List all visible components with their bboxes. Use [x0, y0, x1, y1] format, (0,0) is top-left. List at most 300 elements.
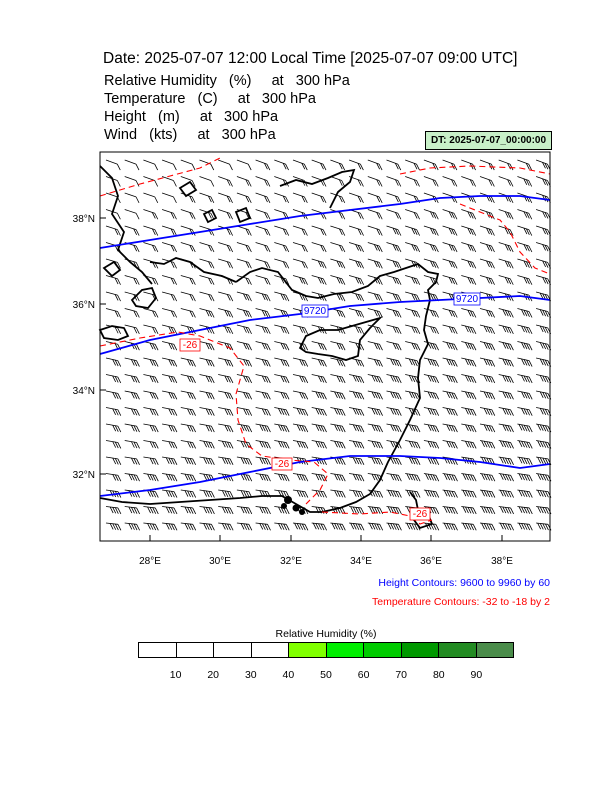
- wind-barb: [125, 226, 139, 236]
- wind-barb: [125, 375, 140, 383]
- wind-barb: [443, 210, 457, 220]
- wind-barb: [218, 490, 233, 498]
- wind-barb: [293, 210, 307, 220]
- wind-barb: [480, 325, 495, 334]
- wind-barb: [200, 490, 215, 498]
- wind-barb: [499, 408, 514, 416]
- wind-barb: [349, 391, 364, 399]
- wind-barb: [443, 325, 458, 334]
- wind-barb: [274, 358, 289, 367]
- wind-barb: [517, 325, 532, 334]
- wind-barb: [125, 474, 140, 482]
- wind-barb: [368, 226, 382, 236]
- wind-barb: [274, 226, 288, 236]
- wind-barb: [461, 358, 476, 367]
- wind-barb: [312, 259, 327, 268]
- wind-barb: [237, 325, 252, 334]
- field-rh-line: Relative Humidity (%) at 300 hPa: [104, 73, 350, 89]
- wind-barb: [499, 391, 514, 399]
- lat-label-32: 32°N: [72, 470, 95, 481]
- wind-barb: [461, 259, 476, 268]
- wind-barb: [387, 474, 402, 482]
- wind-barb: [536, 276, 551, 285]
- wind-barb: [274, 408, 289, 416]
- wind-barb: [349, 259, 364, 268]
- wind-barb: [162, 375, 177, 383]
- colorbar-label: 80: [432, 669, 445, 681]
- wind-barb: [218, 375, 233, 383]
- wind-barb: [218, 507, 233, 514]
- wind-barb: [143, 457, 158, 465]
- wind-barb: [293, 523, 308, 530]
- colorbar-cell: [289, 643, 327, 657]
- wind-barb: [536, 226, 550, 236]
- wind-barb: [256, 523, 271, 530]
- wind-barb: [200, 276, 215, 285]
- wind-barb: [162, 490, 177, 498]
- wind-barb: [274, 160, 288, 170]
- temperature-contour-note: Temperature Contours: -32 to -18 by 2: [371, 596, 550, 608]
- wind-barb: [162, 342, 177, 351]
- wind-barb: [368, 424, 383, 432]
- wind-barb: [218, 523, 233, 530]
- wind-barb: [256, 177, 270, 187]
- wind-barb: [443, 408, 458, 416]
- wind-barb: [536, 375, 551, 383]
- wind-barb: [461, 342, 476, 351]
- wind-barb: [368, 391, 383, 399]
- wind-barb: [405, 226, 419, 236]
- wind-barb: [106, 375, 121, 383]
- wind-barb: [536, 424, 551, 432]
- wind-barb: [330, 490, 345, 498]
- coast-cyprus: [300, 318, 380, 360]
- wind-barb: [312, 243, 326, 252]
- wind-barb: [274, 243, 288, 252]
- field-height-line: Height (m) at 300 hPa: [104, 109, 279, 125]
- wind-barb: [143, 226, 157, 236]
- lat-tick-labels: [73, 214, 95, 481]
- wind-barb: [499, 474, 514, 482]
- wind-barb: [480, 408, 495, 416]
- wind-barb: [143, 424, 158, 432]
- wind-barb: [461, 193, 475, 203]
- colorbar-cell: [402, 643, 440, 657]
- wind-barb: [181, 210, 195, 220]
- colorbar-label: 30: [244, 669, 257, 681]
- wind-barb: [349, 441, 364, 449]
- wind-barb: [237, 309, 252, 318]
- wind-barb: [237, 358, 252, 367]
- wind-barb: [256, 226, 270, 236]
- wind-barb: [200, 259, 215, 268]
- wind-barb: [387, 177, 401, 187]
- wind-barb: [480, 259, 495, 268]
- wind-barb: [517, 276, 532, 285]
- wind-barb: [517, 474, 532, 482]
- wind-barb: [106, 226, 120, 236]
- wind-barb: [181, 424, 196, 432]
- colorbar-cell: [439, 643, 477, 657]
- wind-barb: [517, 177, 531, 187]
- wind-barb: [143, 441, 158, 449]
- wind-barb: [181, 490, 196, 498]
- wind-barb: [293, 391, 308, 399]
- wind-barb: [349, 160, 363, 170]
- wind-barb: [125, 457, 140, 465]
- wind-barb: [293, 358, 308, 367]
- dt-badge: DT: 2025-07-07_00:00:00: [425, 131, 552, 150]
- lon-label-32: 32°E: [280, 556, 302, 567]
- wind-barb: [200, 424, 215, 432]
- wind-barb: [256, 160, 270, 170]
- wind-barb: [330, 177, 344, 187]
- colorbar-cell: [214, 643, 252, 657]
- colorbar-cell: [252, 643, 290, 657]
- wind-barb: [237, 259, 252, 268]
- wind-barb: [499, 193, 513, 203]
- wind-barb: [125, 193, 139, 203]
- wind-barb: [499, 358, 514, 367]
- wind-barb: [312, 160, 326, 170]
- wind-barb: [405, 325, 420, 334]
- wind-barb: [387, 408, 402, 416]
- wind-barb: [499, 441, 514, 449]
- wind-barb: [218, 160, 232, 170]
- wind-barb: [256, 474, 271, 482]
- wind-barb: [424, 160, 438, 170]
- coast-island-1: [104, 262, 120, 276]
- wind-barb: [461, 441, 476, 449]
- lon-label-38: 38°E: [491, 556, 513, 567]
- wind-barb: [461, 490, 476, 498]
- wind-barb: [480, 193, 494, 203]
- wind-barb: [443, 424, 458, 432]
- wind-barb: [218, 292, 233, 301]
- wind-barb: [480, 441, 495, 449]
- wind-barb: [424, 408, 439, 416]
- wind-barb: [368, 441, 383, 449]
- wind-barb: [274, 474, 289, 482]
- wind-barb: [143, 523, 158, 530]
- wind-barb: [405, 441, 420, 449]
- wind-barb: [218, 358, 233, 367]
- wind-barb: [424, 391, 439, 399]
- wind-barb: [368, 309, 383, 318]
- wind-barb: [237, 408, 252, 416]
- wind-barb: [106, 507, 121, 514]
- wind-barb: [480, 177, 494, 187]
- wind-barb: [330, 408, 345, 416]
- wind-barb: [349, 523, 364, 530]
- wind-barb: [480, 474, 495, 482]
- wind-barb: [517, 507, 532, 514]
- wind-barb: [143, 193, 157, 203]
- wind-barb: [237, 391, 252, 399]
- wind-barb: [349, 292, 364, 301]
- wind-barb: [461, 243, 475, 252]
- wind-barb: [330, 342, 345, 351]
- wind-barb: [387, 243, 401, 252]
- lon-label-30: 30°E: [209, 556, 231, 567]
- wind-barb: [461, 210, 475, 220]
- wind-barb: [162, 408, 177, 416]
- wind-barb: [499, 457, 514, 465]
- colorbar-label: 70: [395, 669, 408, 681]
- wind-barb: [368, 259, 383, 268]
- wind-barb: [143, 309, 158, 318]
- wind-barb: [405, 391, 420, 399]
- wind-barb: [274, 259, 289, 268]
- wind-barb: [517, 226, 531, 236]
- coast-aegean-north: [280, 170, 354, 208]
- wind-barb: [256, 358, 271, 367]
- wind-barb: [274, 342, 289, 351]
- wind-barb: [256, 424, 271, 432]
- wind-barb: [143, 325, 158, 334]
- wind-barb: [200, 243, 214, 252]
- wind-barb: [237, 507, 252, 514]
- wind-barb: [461, 408, 476, 416]
- wind-barb: [330, 160, 344, 170]
- lat-label-34: 34°N: [72, 386, 95, 397]
- wind-barb: [162, 507, 177, 514]
- wind-barb: [424, 259, 439, 268]
- map-title: Date: 2025-07-07 12:00 Local Time [2025-07-07 09:00 UTC]: [103, 50, 518, 67]
- wind-barb: [368, 342, 383, 351]
- wind-barb: [424, 474, 439, 482]
- wind-barb: [125, 177, 139, 187]
- wind-barb: [368, 457, 383, 465]
- wind-barb: [499, 325, 514, 334]
- wind-barb: [330, 424, 345, 432]
- wind-barb: [480, 226, 494, 236]
- wind-barb: [162, 424, 177, 432]
- wind-barb: [349, 243, 363, 252]
- wind-barb: [480, 160, 494, 170]
- wind-barb: [405, 276, 420, 285]
- wind-barb: [349, 457, 364, 465]
- wind-barb: [125, 309, 140, 318]
- wind-barb: [349, 210, 363, 220]
- wind-barb: [387, 424, 402, 432]
- coast-levant: [322, 300, 430, 512]
- wind-barb: [443, 375, 458, 383]
- wind-barb: [349, 474, 364, 482]
- wind-barb: [480, 424, 495, 432]
- wind-barb: [200, 342, 215, 351]
- wind-barb: [461, 507, 476, 514]
- wind-barb: [106, 292, 121, 301]
- colorbar-label: 20: [207, 669, 220, 681]
- wind-barb: [312, 441, 327, 449]
- wind-barb: [162, 276, 177, 285]
- wind-barb: [443, 490, 458, 498]
- wind-barb: [200, 523, 215, 530]
- wind-barb: [443, 160, 457, 170]
- wind-barb: [312, 523, 327, 530]
- wind-barb: [480, 243, 494, 252]
- wind-barb: [517, 210, 531, 220]
- wind-barb: [125, 441, 140, 449]
- wind-barb: [181, 276, 196, 285]
- wind-barb: [461, 160, 475, 170]
- wind-barb: [293, 160, 307, 170]
- wind-barb: [181, 160, 195, 170]
- wind-barb: [274, 193, 288, 203]
- wind-barb: [200, 408, 215, 416]
- wind-barb: [312, 408, 327, 416]
- wind-barb: [293, 424, 308, 432]
- colorbar-cell: [364, 643, 402, 657]
- wind-barb: [517, 375, 532, 383]
- wind-barb: [499, 210, 513, 220]
- wind-barb: [312, 358, 327, 367]
- wind-barb: [181, 391, 196, 399]
- wind-barb: [143, 474, 158, 482]
- wind-barb: [312, 226, 326, 236]
- wind-barb: [274, 292, 289, 301]
- wind-barb: [480, 309, 495, 318]
- wind-barb: [443, 342, 458, 351]
- wind-barb: [256, 210, 270, 220]
- wind-barb: [424, 243, 438, 252]
- wind-barb: [237, 160, 251, 170]
- wind-barb: [218, 309, 233, 318]
- wind-barb: [274, 424, 289, 432]
- wind-barbs: [106, 160, 551, 530]
- wind-barb: [461, 424, 476, 432]
- colorbar-cell: [327, 643, 365, 657]
- wind-barb: [312, 424, 327, 432]
- wind-barb: [499, 523, 514, 530]
- wind-barb: [200, 441, 215, 449]
- wind-barb: [499, 507, 514, 514]
- wind-barb: [349, 276, 364, 285]
- lat-label-38: 38°N: [72, 214, 95, 225]
- wind-barb: [424, 358, 439, 367]
- wind-barb: [330, 375, 345, 383]
- colorbar-label: 50: [320, 669, 332, 681]
- wind-barb: [312, 474, 327, 482]
- wind-barb: [387, 259, 402, 268]
- lon-label-34: 34°E: [350, 556, 372, 567]
- wind-barb: [536, 523, 551, 530]
- wind-barb: [125, 358, 140, 367]
- wind-barb: [405, 358, 420, 367]
- wind-barb: [256, 259, 271, 268]
- wind-barb: [125, 424, 140, 432]
- wind-barb: [387, 226, 401, 236]
- wind-barb: [330, 441, 345, 449]
- wind-barb: [143, 391, 158, 399]
- wind-barb: [143, 507, 158, 514]
- wind-barb: [387, 210, 401, 220]
- wind-barb: [330, 226, 344, 236]
- wind-barb: [330, 523, 345, 530]
- wind-barb: [162, 474, 177, 482]
- wind-barb: [256, 375, 271, 383]
- wind-barb: [330, 309, 345, 318]
- wind-barb: [106, 391, 121, 399]
- wind-barb: [218, 177, 232, 187]
- wind-barb: [517, 441, 532, 449]
- wind-barb: [330, 276, 345, 285]
- wind-barb: [125, 210, 139, 220]
- wind-barb: [349, 408, 364, 416]
- wind-barb: [480, 210, 494, 220]
- wind-barb: [499, 243, 513, 252]
- wind-barb: [405, 309, 420, 318]
- wind-barb: [106, 160, 120, 170]
- wind-barb: [143, 342, 158, 351]
- wind-barb: [312, 276, 327, 285]
- colorbar-title: Relative Humidity (%): [275, 628, 377, 640]
- wind-barb: [200, 391, 215, 399]
- wind-barb: [461, 276, 476, 285]
- wind-barb: [368, 193, 382, 203]
- wind-barb: [181, 523, 196, 530]
- wind-barb: [499, 309, 514, 318]
- wind-barb: [536, 490, 551, 498]
- wind-barb: [443, 507, 458, 514]
- wind-barb: [256, 441, 271, 449]
- colorbar-label: 10: [169, 669, 182, 681]
- wind-barb: [461, 523, 476, 530]
- wind-barb: [405, 292, 420, 301]
- wind-barb: [274, 391, 289, 399]
- wind-barb: [480, 391, 495, 399]
- wind-barb: [256, 408, 271, 416]
- wind-barb: [162, 523, 177, 530]
- wind-barb: [480, 276, 495, 285]
- wind-barb: [293, 259, 308, 268]
- field-wind-line: Wind (kts) at 300 hPa: [104, 127, 276, 143]
- wind-barb: [256, 193, 270, 203]
- wind-barb: [517, 309, 532, 318]
- wind-barb: [200, 309, 215, 318]
- wind-barb: [312, 193, 326, 203]
- wind-barb: [330, 391, 345, 399]
- wind-barb: [461, 474, 476, 482]
- wind-barb: [330, 243, 344, 252]
- wind-barb: [293, 490, 308, 498]
- wind-barb: [200, 457, 215, 465]
- wind-barb: [293, 408, 308, 416]
- wind-barb: [125, 391, 140, 399]
- wind-barb: [368, 358, 383, 367]
- wind-barb: [162, 391, 177, 399]
- lon-label-28: 28°E: [139, 556, 161, 567]
- height-contours: [100, 196, 550, 496]
- wind-barb: [274, 375, 289, 383]
- wind-barb: [499, 342, 514, 351]
- wind-barb: [218, 457, 233, 465]
- wind-barb: [181, 507, 196, 514]
- wind-barb: [387, 325, 402, 334]
- wind-barb: [106, 276, 121, 285]
- wind-barb: [162, 309, 177, 318]
- wind-barb: [218, 424, 233, 432]
- wind-barb: [293, 243, 307, 252]
- wind-barb: [387, 391, 402, 399]
- wind-barb: [181, 358, 196, 367]
- wind-barb: [424, 210, 438, 220]
- wind-barb: [480, 490, 495, 498]
- wind-barb: [368, 243, 382, 252]
- wind-barb: [405, 210, 419, 220]
- wind-barb: [293, 325, 308, 334]
